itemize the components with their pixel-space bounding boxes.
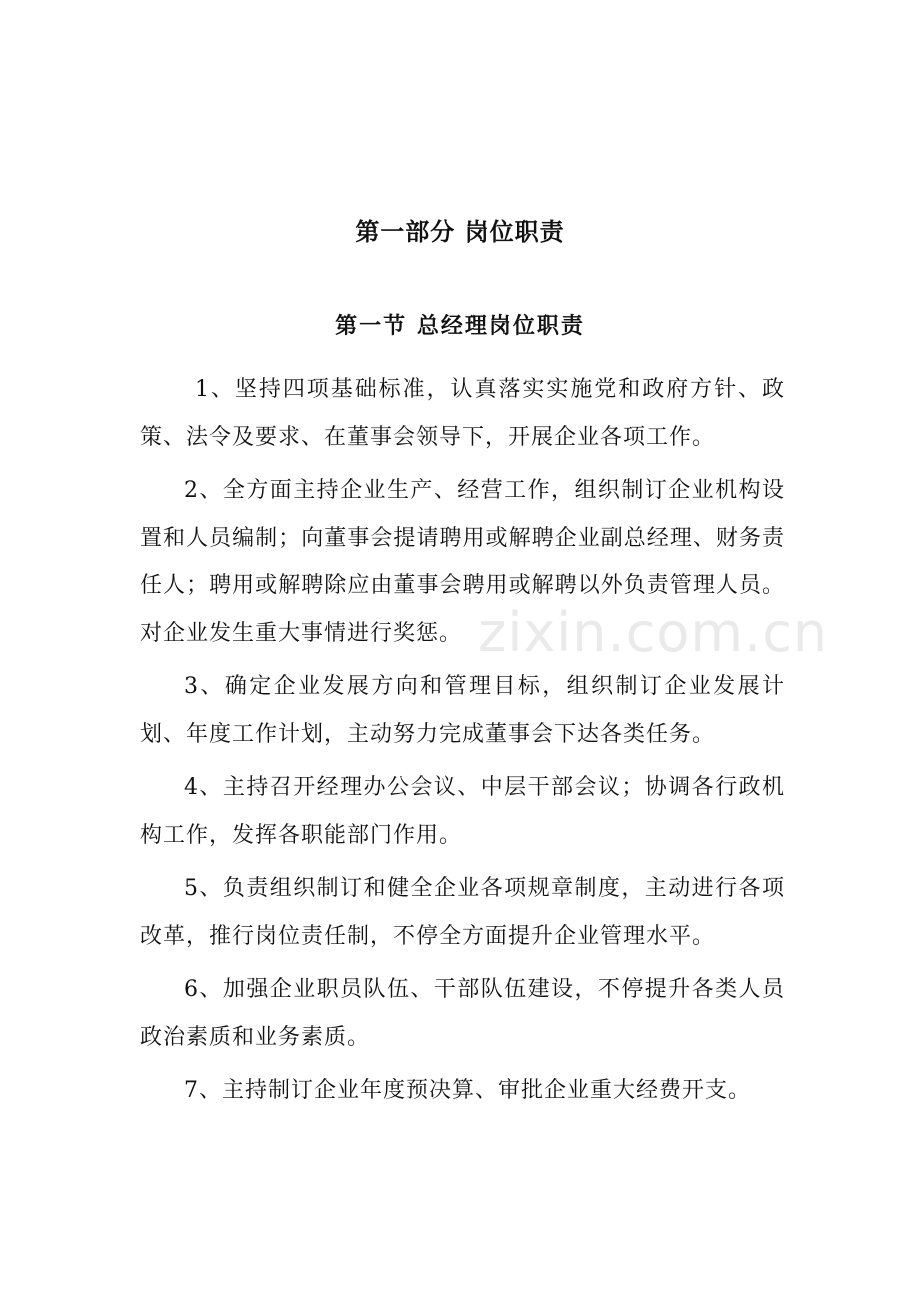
part-title: 第一部分 岗位职责 [355, 218, 565, 246]
body-text [140, 366, 829, 1121]
watermark: zixin.com.cn [478, 601, 829, 664]
duty-paragraph-7: 7、主持制订企业年度预决算、审批企业重大经费开支。 [184, 1078, 751, 1103]
duty-paragraph-4: 4、主持召开经理办公会议、中层干部会议；协调各行政机构工作，发挥各职能部门作用。 [140, 775, 785, 848]
duty-paragraph-2: 2、全方面主持企业生产、经营工作，组织制订企业机构设置和人员编制；向董事会提请聘用或解聘企业副总经理、财务责任人；聘用或解聘除应由董事会聘用或解聘以外负责管理人员。对企业发生重大事情进行奖惩。 [140, 478, 785, 646]
duty-paragraph-3: 3、确定企业发展方向和管理目标，组织制订企业发展计划、年度工作计划，主动努力完成董事会下达各类任务。 [140, 674, 785, 747]
section-title: 第一节 总经理岗位职责 [335, 314, 585, 339]
duty-paragraph-1: 1、坚持四项基础标准，认真落实实施党和政府方针、政策、法令及要求、在董事会领导下，开展企业各项工作。 [140, 377, 785, 450]
duty-paragraph-6: 6、加强企业职员队伍、干部队伍建设，不停提升各类人员政治素质和业务素质。 [140, 977, 785, 1050]
duty-paragraph-5: 5、负责组织制订和健全企业各项规章制度，主动进行各项改革，推行岗位责任制，不停全方面提升企业管理水平。 [140, 876, 785, 949]
